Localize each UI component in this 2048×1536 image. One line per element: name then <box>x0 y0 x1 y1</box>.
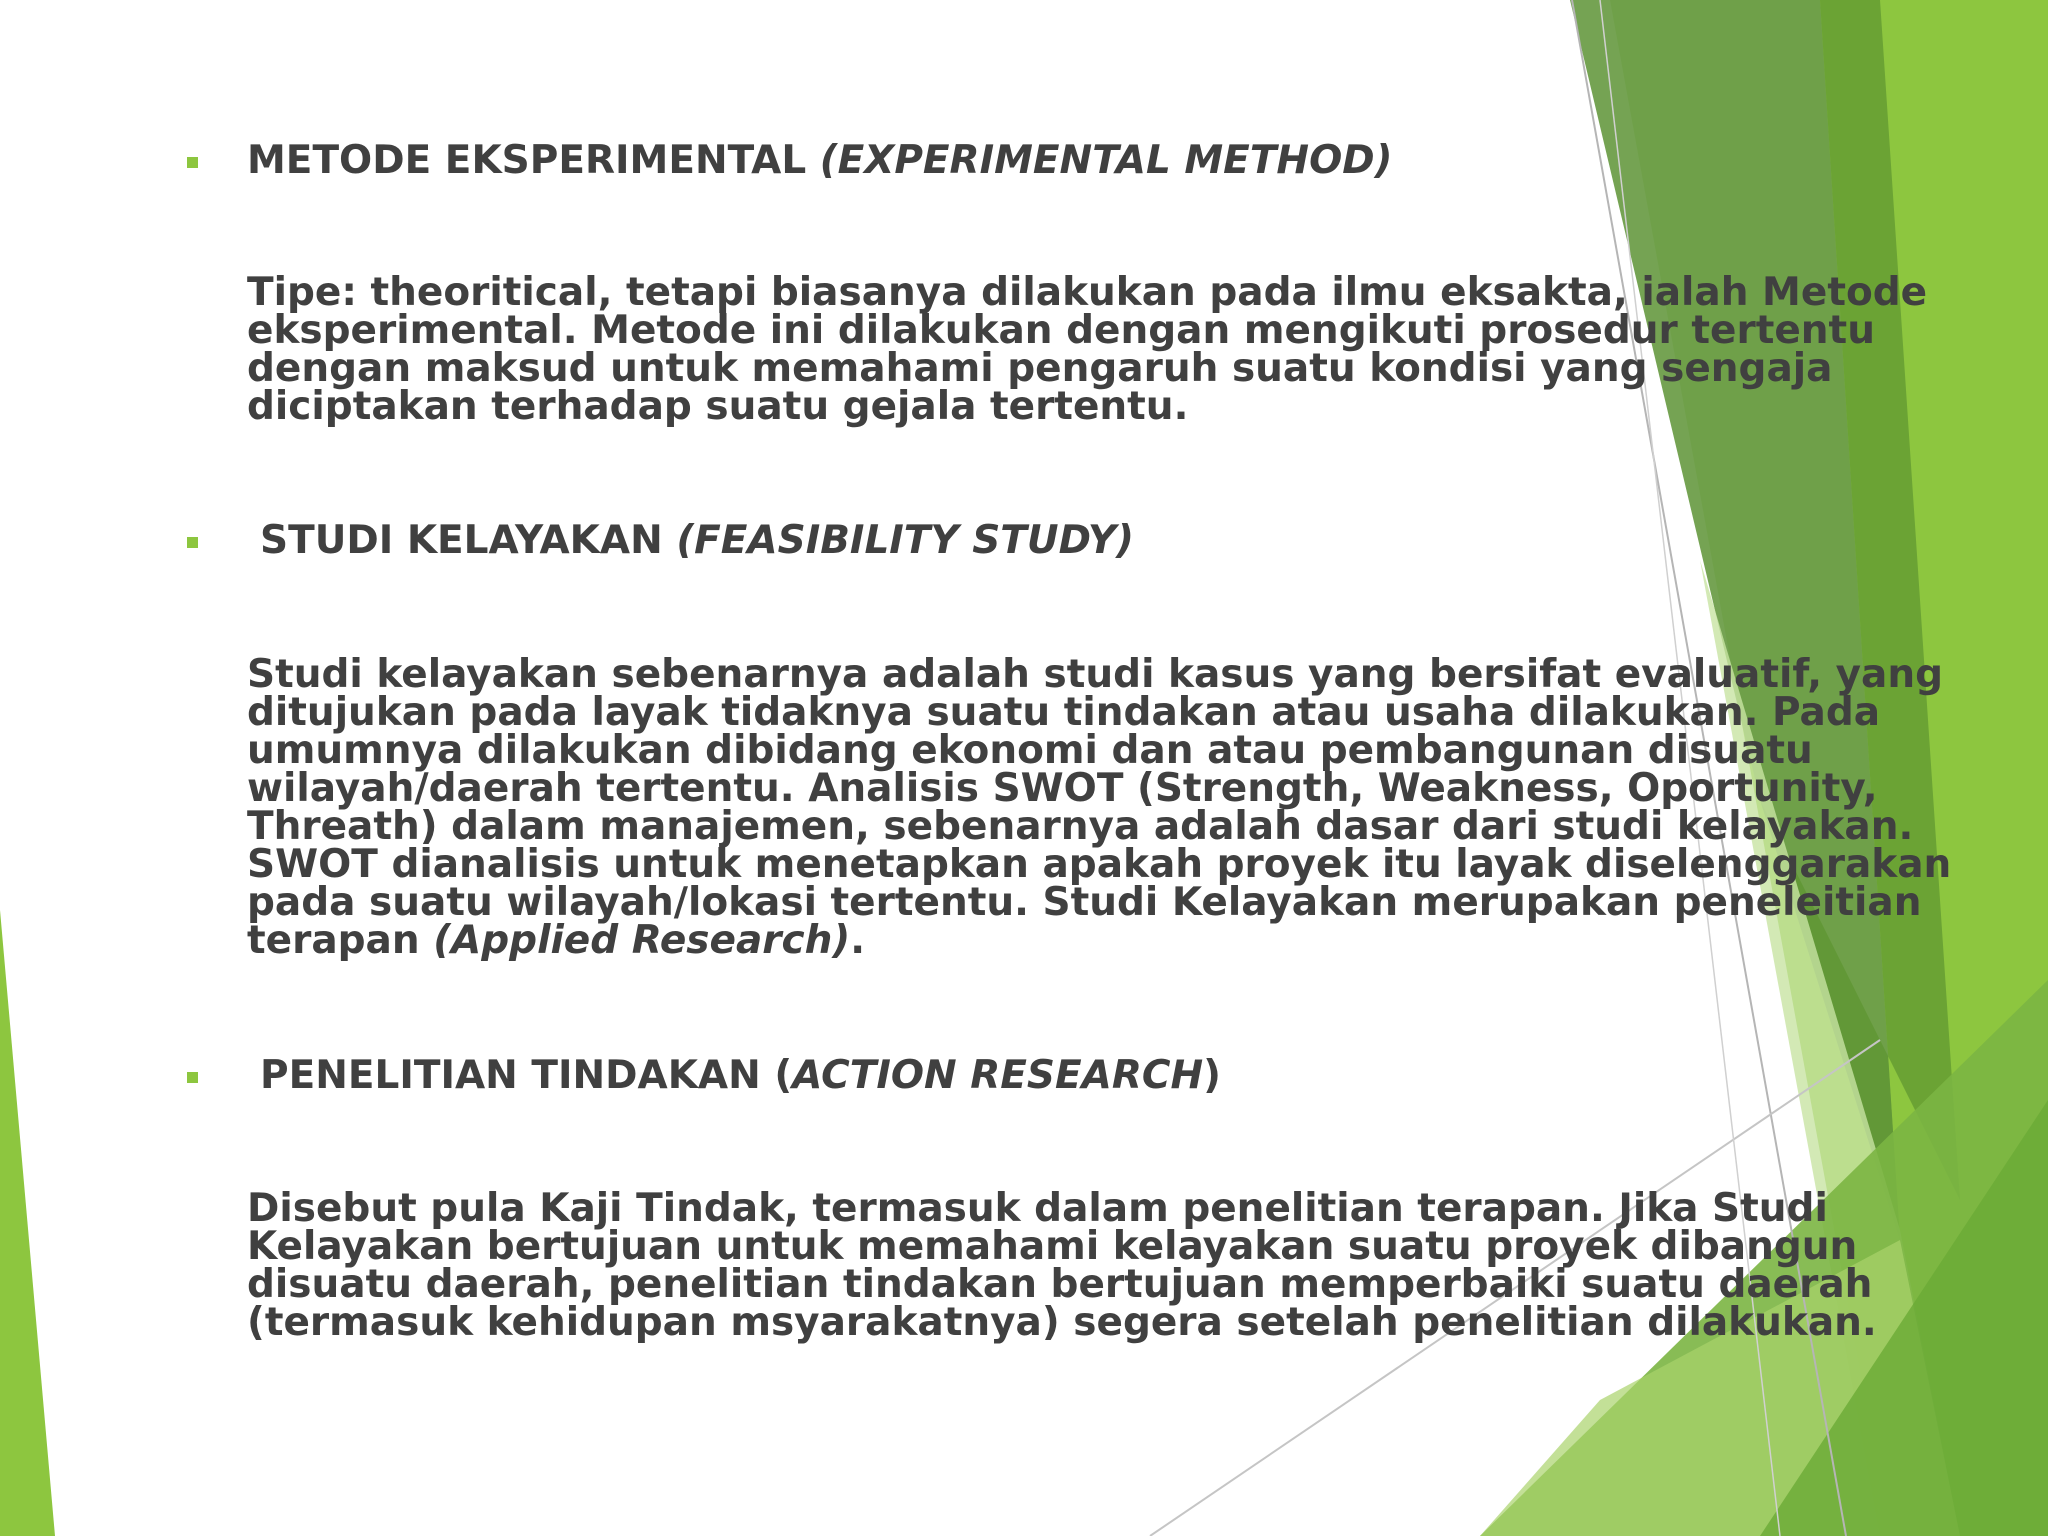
paragraph-line: Disebut pula Kaji Tindak, termasuk dalam penelitian terapan. Jika Studi <box>247 1186 1828 1231</box>
bullet-square <box>187 157 198 168</box>
heading-italic-text: (FEASIBILITY STUDY) <box>676 518 1134 563</box>
section-paragraph <box>247 270 1928 429</box>
section-paragraph <box>247 1186 1887 1345</box>
paragraph-line: wilayah/daerah tertentu. Analisis SWOT (Strength, Weakness, Oportunity, <box>247 766 1878 811</box>
last-line-italic: (Applied Research) <box>433 918 851 963</box>
heading-text: PENELITIAN TINDAKAN ( <box>260 1053 793 1098</box>
paragraph-line: dengan maksud untuk memahami pengaruh suatu kondisi yang sengaja <box>247 346 1833 391</box>
last-line-end: . <box>850 918 866 963</box>
section-paragraph <box>247 652 1952 963</box>
paragraph-line: ditujukan pada layak tidaknya suatu tindakan atau usaha dilakukan. Pada <box>247 690 1881 735</box>
paragraph-line: (termasuk kehidupan msyarakatnya) segera setelah penelitian dilakukan. <box>247 1300 1877 1345</box>
bullet-square <box>187 537 198 548</box>
section-heading <box>260 518 1134 564</box>
heading-italic-text: (EXPERIMENTAL METHOD) <box>819 138 1393 183</box>
paragraph-line: Kelayakan bertujuan untuk memahami kelayakan suatu proyek dibangun <box>247 1224 1858 1269</box>
section-heading <box>260 1053 1221 1099</box>
paragraph-line: eksperimental. Metode ini dilakukan dengan mengikuti prosedur tertentu <box>247 308 1875 353</box>
heading-text: METODE EKSPERIMENTAL <box>247 138 807 183</box>
heading-text: STUDI KELAYAKAN <box>260 518 663 563</box>
heading-end-text: ) <box>1203 1053 1221 1098</box>
section-heading <box>247 138 1392 184</box>
paragraph-line: Tipe: theoritical, tetapi biasanya dilakukan pada ilmu eksakta, ialah Metode <box>247 270 1928 315</box>
paragraph-line: disuatu daerah, penelitian tindakan bertujuan memperbaiki suatu daerah <box>247 1262 1873 1307</box>
paragraph-line: Threath) dalam manajemen, sebenarnya adalah dasar dari studi kelayakan. <box>247 804 1914 849</box>
paragraph-line: SWOT dianalisis untuk menetapkan apakah proyek itu layak diselenggarakan <box>247 842 1952 887</box>
paragraph-line: pada suatu wilayah/lokasi tertentu. Studi Kelayakan merupakan peneleitian <box>247 880 1922 925</box>
last-line-start: terapan <box>247 918 434 963</box>
paragraph-line-last <box>247 918 1887 963</box>
heading-italic-text: ACTION RESEARCH <box>792 1053 1204 1098</box>
paragraph-line: Studi kelayakan sebenarnya adalah studi kasus yang bersifat evaluatif, yang <box>247 652 1944 697</box>
paragraph-line: diciptakan terhadap suatu gejala tertentu. <box>247 384 1189 429</box>
bullet-square <box>187 1072 198 1083</box>
paragraph-line: umumnya dilakukan dibidang ekonomi dan atau pembangunan disuatu <box>247 728 1813 773</box>
